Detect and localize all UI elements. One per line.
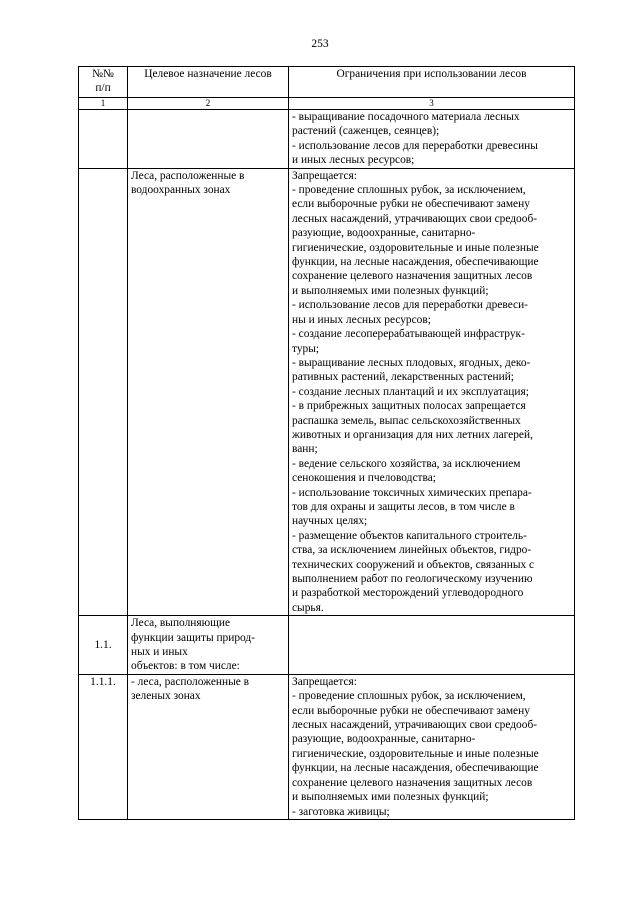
table-row (79, 616, 575, 675)
row-purpose (128, 168, 289, 616)
text-line: сохранение целевого назначения защитных лесов (292, 776, 533, 789)
text-line: сырья. (292, 601, 324, 614)
table-row (79, 110, 575, 169)
text-line: растений (саженцев, сеянцев); (292, 125, 440, 138)
text-line: - использование лесов для переработки древеси- (292, 299, 528, 312)
row-limits (289, 168, 575, 616)
text-line: водоохранных зонах (131, 184, 231, 197)
row-limits (289, 616, 575, 675)
text-line: гигиенические, оздоровительные и иные полезные (292, 241, 539, 254)
page-number: 253 (311, 38, 329, 50)
text-line: ративных растений, лекарственных растений; (292, 371, 514, 384)
text-line: объектов: в том числе: (131, 660, 240, 673)
text-line: и выполняемых ими полезных функций; (292, 284, 489, 297)
row-purpose (128, 616, 289, 675)
table-header-row (79, 67, 575, 98)
text-line: сохранение целевого назначения защитных лесов (292, 270, 533, 283)
column-number-1: 1 (79, 98, 128, 110)
text-line: - заготовка живицы; (292, 805, 390, 818)
text-line: Запрещается: (292, 169, 357, 182)
text-line: Леса, выполняющие (131, 617, 231, 630)
row-purpose (128, 674, 289, 819)
text-line: - выращивание лесных плодовых, ягодных, деко- (292, 356, 531, 369)
text-line: Запрещается: (292, 675, 357, 688)
text-line: функции, на лесные насаждения, обеспечивающие (292, 256, 539, 269)
text-line: - размещение объектов капитального строитель- (292, 529, 527, 542)
text-line: Леса, расположенные в (131, 169, 245, 182)
text-line: - использование токсичных химических препара- (292, 486, 532, 499)
table-row (79, 168, 575, 616)
text-line: распашка земель, выпас сельскохозяйственных (292, 414, 521, 427)
header-number (79, 67, 128, 98)
column-numbers-row (79, 98, 575, 110)
table-row (79, 674, 575, 819)
text-line: сенокошения и пчеловодства; (292, 472, 436, 485)
text-line: разующие, водоохранные, санитарно- (292, 227, 476, 240)
text-line: - проведение сплошных рубок, за исключением, (292, 690, 526, 703)
text-line: зеленых зонах (131, 690, 201, 703)
text-line: - леса, расположенные в (131, 675, 250, 688)
text-line: ванн; (292, 443, 318, 456)
text-line: ства, за исключением линейных объектов, гидро- (292, 544, 532, 557)
text-line: - выращивание посадочного материала лесных (292, 111, 520, 123)
header-purpose: Целевое назначение лесов (128, 67, 289, 98)
row-number: 1.1.1. (79, 674, 128, 819)
text-line: если выборочные рубки не обеспечивают замену (292, 198, 530, 211)
text-line: - создание лесных плантаций и их эксплуатация; (292, 385, 529, 398)
row-purpose (128, 110, 289, 169)
text-line: лесных насаждений, утрачивающих свои средооб- (292, 719, 538, 732)
text-line: - использование лесов для переработки древесины (292, 139, 538, 152)
text-line: - создание лесоперерабатывающей инфраструк- (292, 328, 525, 341)
column-number-3: 3 (289, 98, 575, 110)
text-line: лесных насаждений, утрачивающих свои средооб- (292, 212, 538, 225)
text-line: функции защиты природ- (131, 631, 255, 644)
header-number-line1: №№ (92, 68, 114, 80)
text-line: животных и организация для них летних лагерей, (292, 428, 533, 441)
text-line: если выборочные рубки не обеспечивают замену (292, 704, 530, 717)
text-line: - проведение сплошных рубок, за исключением, (292, 184, 526, 197)
row-limits (289, 110, 575, 169)
text-line: - в прибрежных защитных полосах запрещается (292, 400, 526, 413)
text-line: и иных лесных ресурсов; (292, 154, 415, 167)
restrictions-table (78, 66, 575, 820)
text-line: научных целях; (292, 515, 368, 528)
row-number: 1.1. (79, 616, 128, 675)
column-number-2: 2 (128, 98, 289, 110)
row-number (79, 168, 128, 616)
text-line: ных и иных (131, 646, 188, 659)
text-line: разующие, водоохранные, санитарно- (292, 733, 476, 746)
row-number (79, 110, 128, 169)
text-line: гигиенические, оздоровительные и иные полезные (292, 747, 539, 760)
text-line: и разработкой месторождений углеводородного (292, 587, 524, 600)
text-line: выполнением работ по геологическому изучению (292, 573, 533, 585)
text-line: тов для охраны и защиты лесов, в том числе в (292, 500, 515, 513)
text-line: туры; (292, 342, 320, 355)
text-line: ны и иных лесных ресурсов; (292, 313, 431, 326)
header-number-line2: п/п (95, 82, 111, 95)
header-limits: Ограничения при использовании лесов (289, 67, 575, 98)
row-limits (289, 674, 575, 819)
text-line: и выполняемых ими полезных функций; (292, 791, 489, 804)
text-line: функции, на лесные насаждения, обеспечивающие (292, 762, 539, 775)
text-line: технических сооружений и объектов, связанных с (292, 558, 535, 571)
text-line: - ведение сельского хозяйства, за исключением (292, 457, 521, 470)
